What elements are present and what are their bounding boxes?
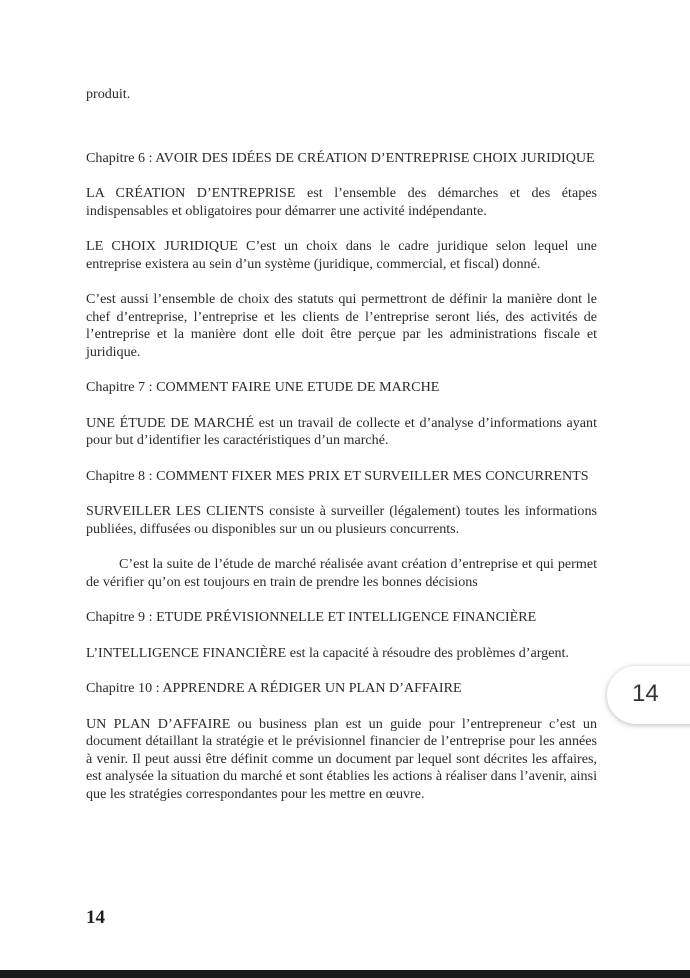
paragraph-surveiller: SURVEILLER LES CLIENTS consiste à surveiller (légalement) toutes les informations publiées, diffusées ou disponibles sur un ou plusieurs concurrents.	[86, 503, 597, 537]
chapter-7-heading: Chapitre 7 : COMMENT FAIRE UNE ETUDE DE MARCHE	[86, 379, 440, 395]
paragraph-intelligence-financiere: L’INTELLIGENCE FINANCIÈRE est la capacité à résoudre des problèmes d’argent.	[86, 644, 569, 661]
paragraph-creation-entreprise: LA CRÉATION D’ENTREPRISE est l’ensemble des démarches et des étapes indispensables et obligatoires pour démarrer une activité indépendante.	[86, 185, 597, 219]
paragraph-continuation: produit.	[86, 86, 131, 102]
chapter-9-heading: Chapitre 9 : ETUDE PRÉVISIONNELLE ET INTELLIGENCE FINANCIÈRE	[86, 609, 537, 625]
chapter-6-heading: Chapitre 6 : AVOIR DES IDÉES DE CRÉATION D’ENTREPRISE CHOIX JURIDIQUE	[86, 149, 595, 166]
page-indicator-number: 14	[632, 680, 659, 707]
page-indicator-badge[interactable]	[607, 666, 690, 724]
paragraph-statuts: C’est aussi l’ensemble de choix des statuts qui permettront de définir la manière dont le chef d’entreprise, l’entreprise et les clients de l’entreprise seront liés, des activités de l’entreprise et la manière dont elle doit être perçue par les administrations fiscale et juridique.	[86, 291, 597, 360]
page-body	[86, 86, 597, 803]
printed-page-number: 14	[86, 907, 105, 928]
paragraph-choix-juridique: LE CHOIX JURIDIQUE C’est un choix dans le cadre juridique selon lequel une entreprise existera au sein d’un système (juridique, commercial, et fiscal) donné.	[86, 238, 597, 272]
paragraph-suite-etude: C’est la suite de l’étude de marché réalisée avant création d’entreprise et qui permet de vérifier qu’on est toujours en train de prendre les bonnes décisions	[86, 556, 597, 590]
paragraph-etude-marche: UNE ÉTUDE DE MARCHÉ est un travail de collecte et d’analyse d’informations ayant pour but d’identifier les caractéristiques d’un marché.	[86, 414, 597, 448]
chapter-8-heading: Chapitre 8 : COMMENT FIXER MES PRIX ET SURVEILLER MES CONCURRENTS	[86, 467, 589, 484]
chapter-10-heading: Chapitre 10 : APPRENDRE A RÉDIGER UN PLAN D’AFFAIRE	[86, 680, 462, 696]
bottom-edge-bar	[0, 970, 690, 978]
paragraph-plan-affaire: UN PLAN D’AFFAIRE ou business plan est un guide pour l’entrepreneur c’est un document détaillant la stratégie et le prévisionnel financier de l’entreprise pour les années à venir. Il peut aussi être définit comme un document par lequel sont décrites les affaires, est analysée la situation du marché et sont établies les actions à réaliser dans l’avenir, ainsi que les stratégies correspondantes pour les mettre en œuvre.	[86, 715, 597, 802]
